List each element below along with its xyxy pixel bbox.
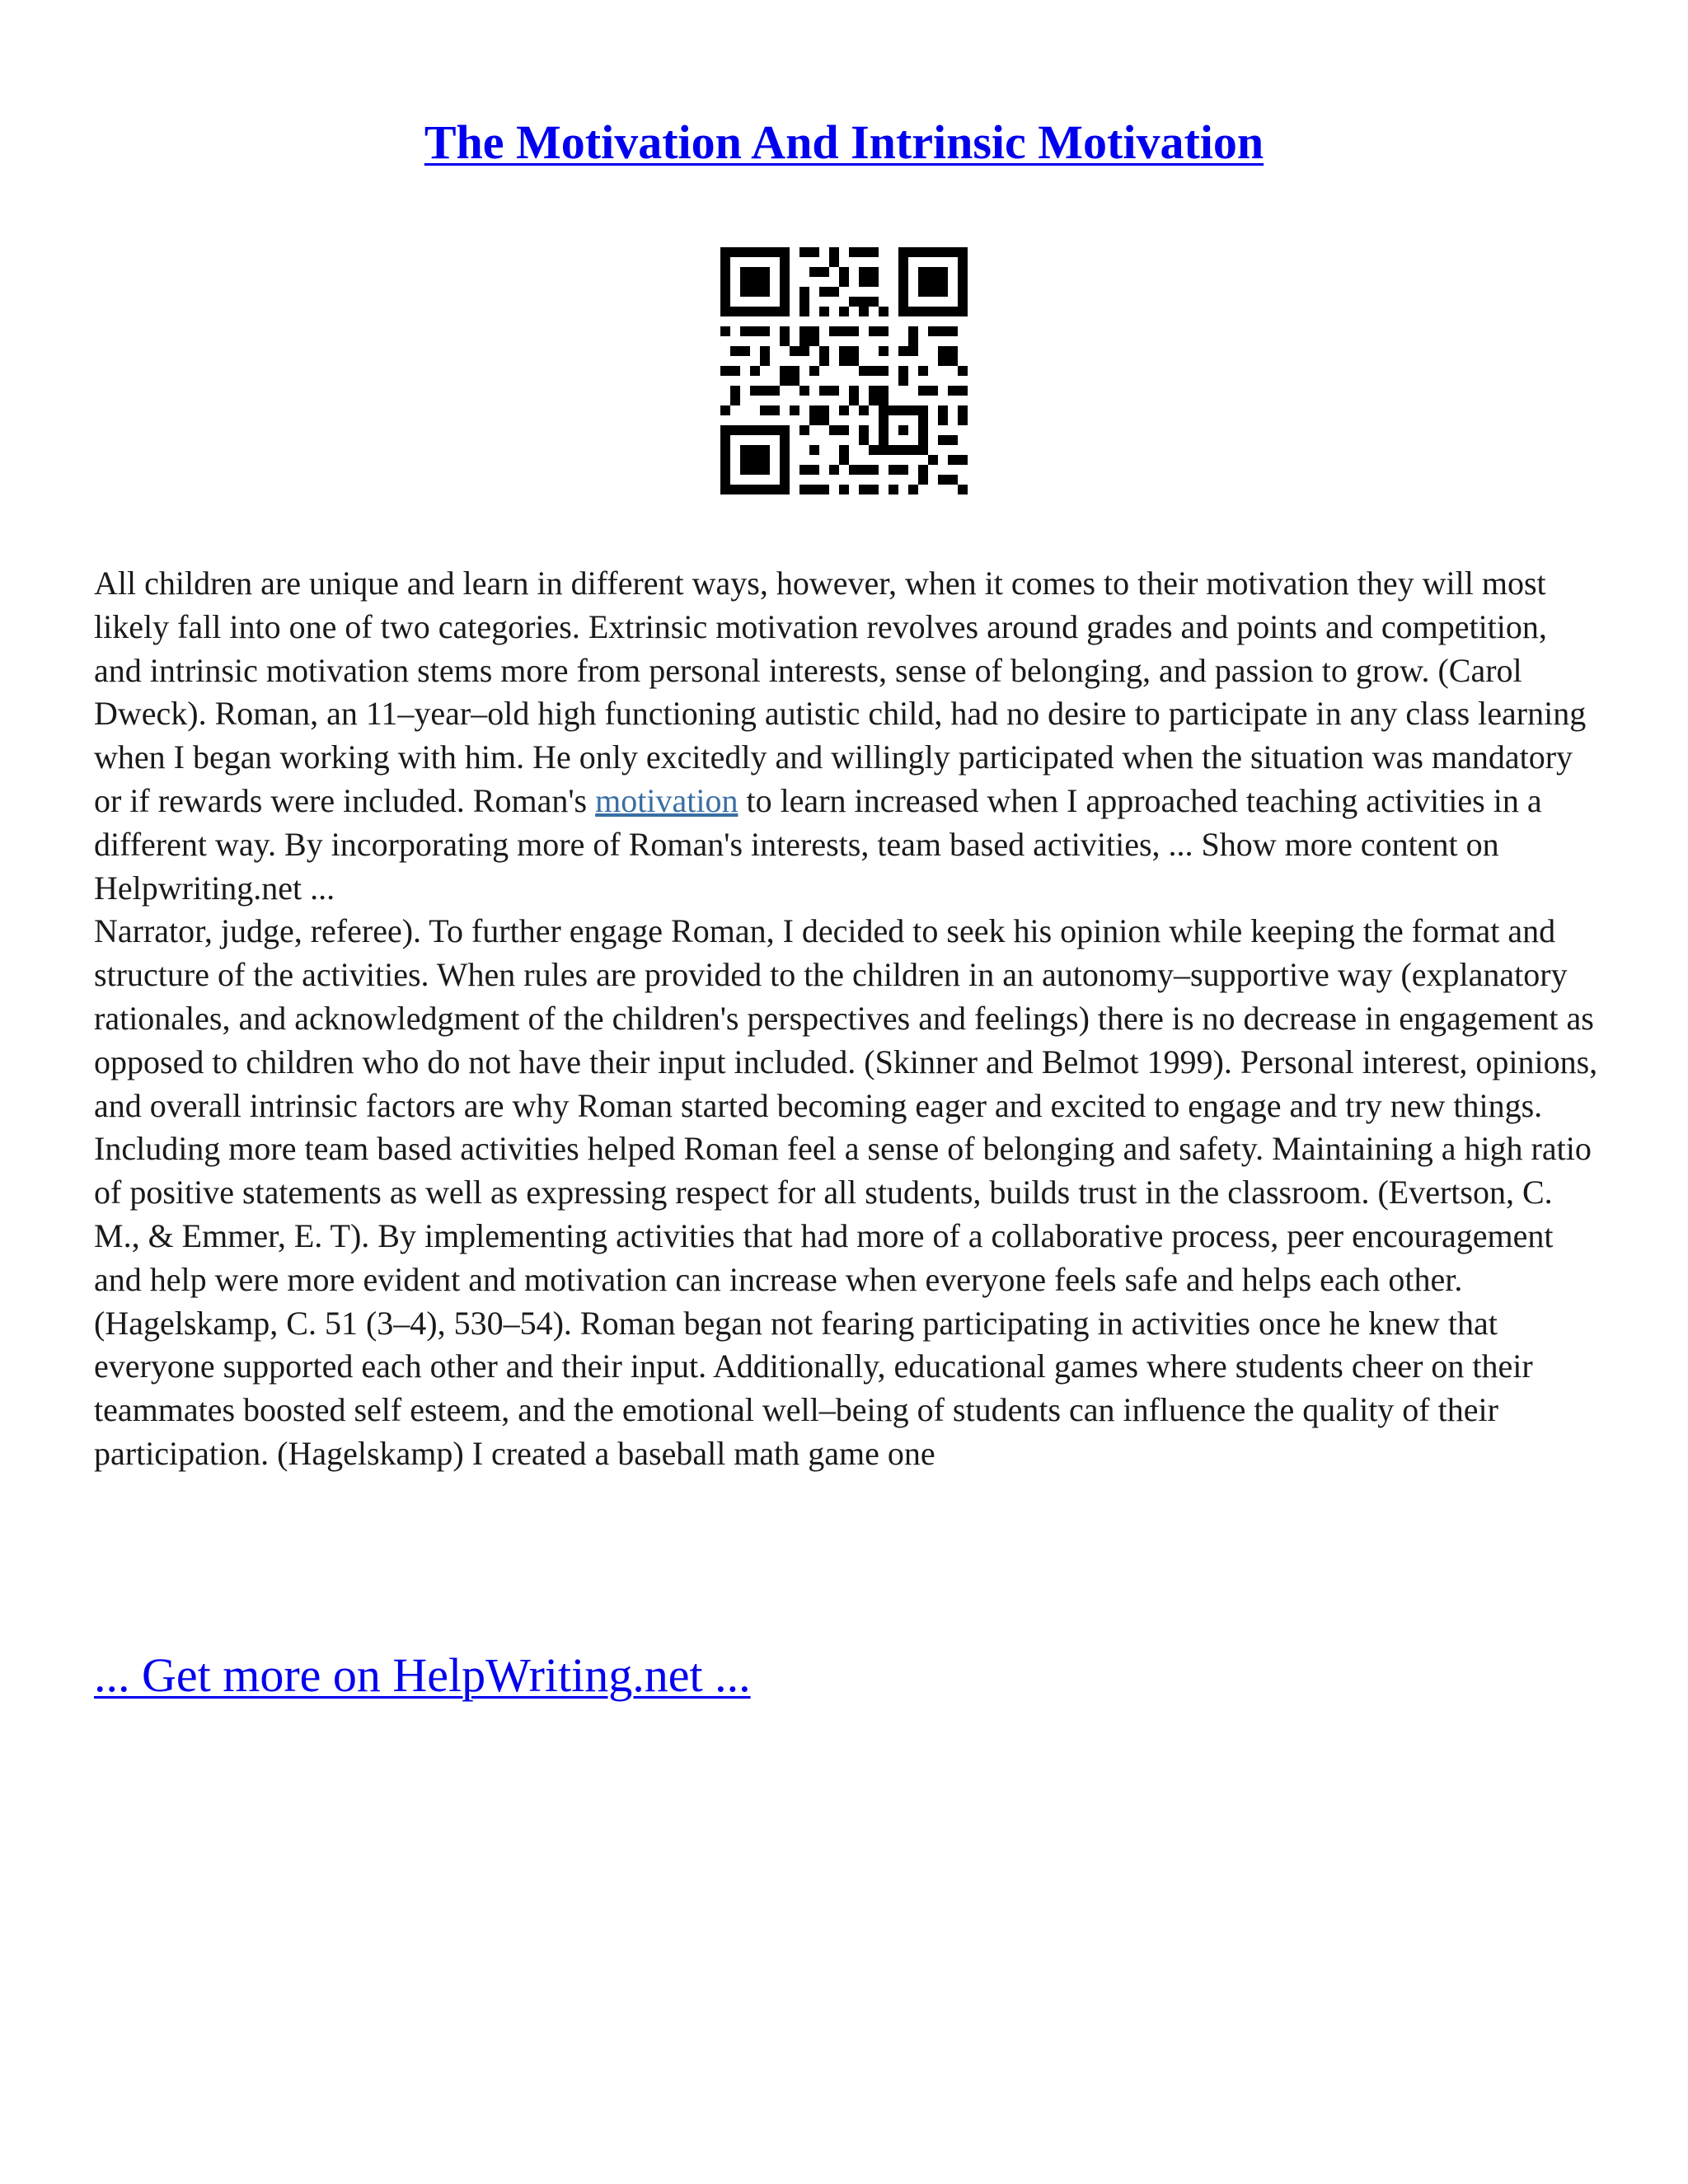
paragraph-2: Narrator, judge, referee). To further engage Roman, I decided to seek his opinion while keeping the format and structure of the activities. When rules are provided to the children in an autonomy–supportive way (explanatory rationales, and acknowledgment of the children's perspectives and feelings) there is no decrease in engagement as opposed to children who do not have their input included. (Skinner and Belmot 1999). Personal interest, opinions, and overall intrinsic factors are why Roman started becoming eager and excited to engage and try new things. — [94, 912, 1598, 1124]
paragraph-3: Including more team based activities helped Roman feel a sense of belonging and safety. Maintaining a high ratio of positive statements as well as expressing respect for all students, builds trust in the classroom. (Evertson, C. M., & Emmer, E. T). By implementing activities that had more of a collaborative process, peer encouragement and help were more evident and motivation can increase when everyone feels safe and helps each other. (Hagelskamp, C. 51 (3–4), 530–54). Roman began not fearing participating in activities once he knew that everyone supported each other and their input. Additionally, educational games where students cheer on their teammates boosted self esteem, and the emotional well–being of students can influence the quality of their participation. (Hagelskamp) I created a baseball math game one — [94, 1130, 1592, 1472]
qr-code-icon — [720, 247, 968, 494]
paragraph-1-text-continued: to learn increased when I approached teaching activities in a different way. By incorporating more of Roman's interests, team based activities, ... Show more content on Helpwriting.net ... — [94, 781, 1542, 907]
paragraph-1 — [94, 562, 1602, 910]
paragraph-1-text: All children are unique and learn in different ways, however, when it comes to their motivation they will most likely fall into one of two categories. Extrinsic motivation revolves around grades and points and competition, and intrinsic motivation stems more from personal interests, sense of belonging, and passion to grow. (Carol Dweck). Roman, an 11–year–old high functioning autistic child, had no desire to participate in any class learning when I began working with him. He only excitedly and willingly participated when the situation was mandatory or if rewards were included. Roman's — [94, 565, 1587, 819]
page-title — [0, 114, 1688, 171]
article-body — [94, 562, 1602, 1476]
get-more-container — [94, 1647, 751, 1704]
get-more-link[interactable]: ... Get more on HelpWriting.net ... — [94, 1648, 751, 1702]
motivation-link[interactable]: motivation — [595, 781, 738, 819]
title-link[interactable]: The Motivation And Intrinsic Motivation — [424, 115, 1264, 169]
